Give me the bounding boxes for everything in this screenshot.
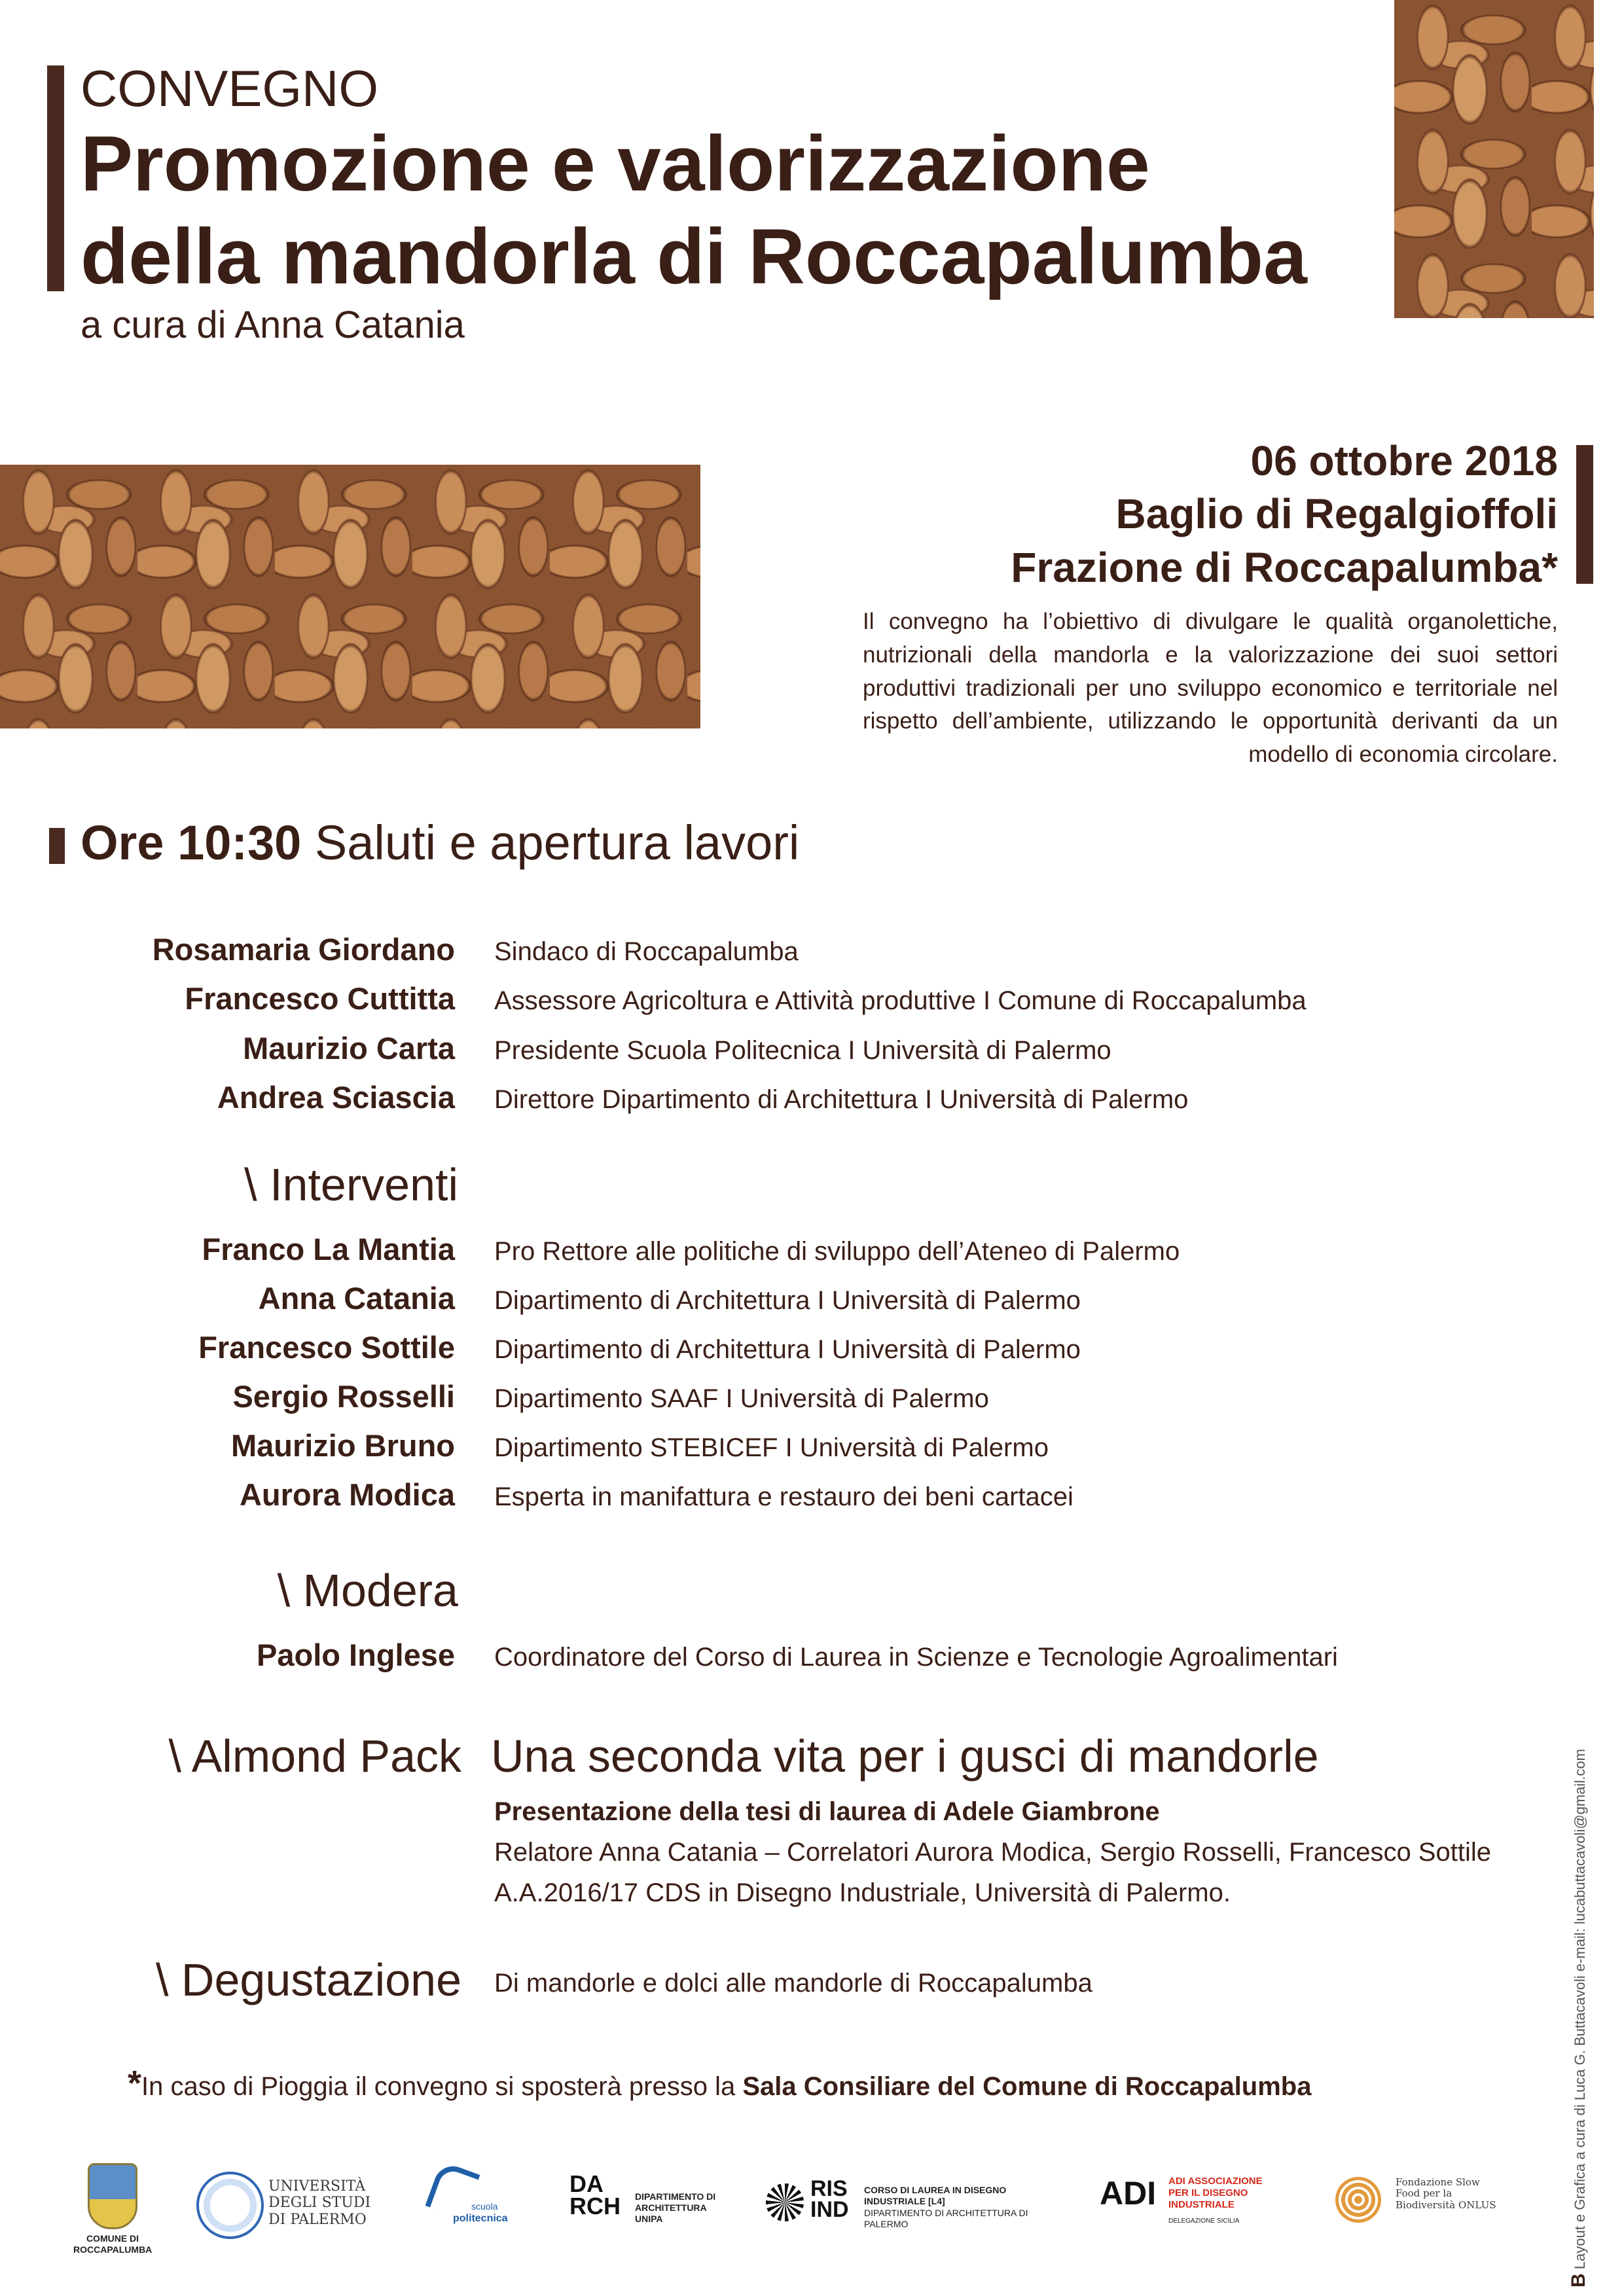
speaker-name: Francesco Cuttitta [185, 981, 455, 1016]
event-title-line1: Promozione e valorizzazione [81, 120, 1150, 207]
slowfood-logo [1335, 2172, 1506, 2231]
event-venue: Baglio di Regalgioffoli [1115, 490, 1558, 538]
speaker-role: Assessore Agricoltura e Attività produttive I Comune di Roccapalumba [494, 986, 1307, 1015]
speaker-role: Dipartimento di Architettura I Università di Palermo [494, 1335, 1081, 1364]
event-place: Frazione di Roccapalumba* [1011, 543, 1558, 591]
speaker-name: Franco La Mantia [202, 1232, 455, 1266]
speaker-role: Sindaco di Roccapalumba [494, 937, 799, 966]
politecnica-label-2: politecnica [453, 2213, 508, 2224]
credit-mark: B [1568, 2273, 1589, 2287]
moderator-role: Coordinatore del Corso di Laurea in Scienze e Tecnologie Agroalimentari [494, 1643, 1338, 1672]
unipa-label: UNIVERSITÀ DEGLI STUDI DI PALERMO [268, 2178, 371, 2228]
speaker-role: Esperta in manifattura e restauro dei beni cartacei [494, 1482, 1074, 1511]
speaker-name: Francesco Sottile [198, 1330, 455, 1365]
credit-text: Layout e Grafica a cura di Luca G. Buttacavoli e-mail: lucabuttacavoli@gmail.com [1572, 1749, 1588, 2270]
speaker-name: Maurizio Bruno [230, 1428, 455, 1463]
adi-mark: ADI [1100, 2175, 1157, 2212]
thesis-line1: Relatore Anna Catania – Correlatori Aurora Modica, Sergio Rosselli, Francesco Sottile [494, 1838, 1491, 1867]
unipa-logo [196, 2172, 373, 2237]
risind-sun-icon [766, 2183, 804, 2221]
comune-label: COMUNE DI ROCCAPALUMBA [73, 2233, 153, 2255]
opening-label: Saluti e apertura lavori [314, 816, 800, 870]
speaker-name: Aurora Modica [239, 1477, 455, 1512]
comune-logo [73, 2163, 152, 2255]
speaker-name: Anna Catania [258, 1281, 455, 1316]
event-kicker: CONVEGNO [81, 60, 379, 117]
risind-mark: RIS IND [810, 2176, 849, 2223]
politecnica-logo [425, 2163, 508, 2235]
speaker-name: Rosamaria Giordano [152, 932, 455, 967]
darch-mark: DA RCH [569, 2170, 621, 2220]
section-interventi: \ Interventi [244, 1159, 458, 1210]
adi-label: ADI ASSOCIAZIONE PER IL DISEGNO INDUSTRIALE [1168, 2176, 1263, 2210]
speaker-role: Direttore Dipartimento di Architettura I Università di Palermo [494, 1085, 1189, 1114]
section-almond-pack: \ Almond Pack [168, 1731, 461, 1782]
politecnica-label-1: scuola [471, 2201, 498, 2212]
speaker-role: Dipartimento di Architettura I Università di Palermo [494, 1286, 1081, 1315]
risind-logo [766, 2172, 1047, 2231]
speaker-name: Maurizio Carta [243, 1031, 455, 1066]
comune-crest-icon [88, 2163, 137, 2229]
speaker-role: Dipartimento SAAF I Università di Palermo [494, 1384, 989, 1413]
speaker-name: Andrea Sciascia [217, 1080, 455, 1115]
almond-pack-subtitle: Una seconda vita per i gusci di mandorle [491, 1731, 1319, 1782]
almond-photo-left [0, 465, 700, 728]
almond-photo-top [1394, 0, 1594, 318]
slowfood-label: Fondazione Slow Food per la Biodiversità ONLUS [1396, 2176, 1496, 2211]
rain-note-text: In caso di Pioggia il convegno si sposterà presso la [141, 2072, 743, 2101]
event-details [785, 435, 1558, 594]
section-modera: \ Modera [277, 1565, 458, 1616]
event-date: 06 ottobre 2018 [1250, 437, 1558, 484]
darch-logo [569, 2170, 720, 2225]
rain-note-venue: Sala Consiliare del Comune di Roccapalumba [742, 2072, 1312, 2101]
event-description: Il convegno ha l’obiettivo di divulgare le qualità organolettiche, nutrizionali della mandorla e la valorizzazione dei suoi settori produttivi tradizionali per uno sviluppo economico e territoriale nel rispetto dell’ambiente, utilizzando le opportunità derivanti da un modello di economia circolare. [863, 609, 1558, 767]
unipa-seal-icon [196, 2172, 264, 2239]
adi-logo [1100, 2172, 1276, 2231]
thesis-line2: A.A.2016/17 CDS in Disegno Industriale, Università di Palermo. [494, 1878, 1231, 1907]
degustazione-text: Di mandorle e dolci alle mandorle di Roccapalumba [494, 1969, 1092, 1998]
rain-note-star: * [128, 2064, 142, 2103]
thesis-title: Presentazione della tesi di laurea di Adele Giambrone [494, 1797, 1160, 1826]
slowfood-snail-icon [1335, 2177, 1381, 2223]
opening-time: Ore 10:30 [81, 816, 302, 870]
darch-label: DIPARTIMENTO DI ARCHITETTURA UNIPA [635, 2191, 716, 2224]
event-accent-bar [1576, 445, 1593, 584]
risind-label-2: DIPARTIMENTO DI ARCHITETTURA DI PALERMO [864, 2208, 1028, 2229]
moderator-name: Paolo Inglese [257, 1638, 455, 1672]
opening-heading [81, 815, 799, 870]
speaker-name: Sergio Rosselli [232, 1379, 455, 1414]
speaker-role: Presidente Scuola Politecnica I Università di Palermo [494, 1036, 1111, 1065]
event-title-line2: della mandorla di Roccapalumba [81, 213, 1307, 300]
risind-label-1: CORSO DI LAUREA IN DISEGNO INDUSTRIALE [L4] [864, 2185, 1007, 2206]
speaker-role: Dipartimento STEBICEF I Università di Palermo [494, 1433, 1049, 1462]
curator: a cura di Anna Catania [81, 304, 465, 346]
program-accent-bar [49, 828, 65, 864]
speaker-role: Pro Rettore alle politiche di sviluppo dell’Ateneo di Palermo [494, 1237, 1180, 1266]
header-accent-bar [47, 65, 64, 291]
section-degustazione: \ Degustazione [156, 1954, 461, 2005]
adi-sublabel: DELEGAZIONE SICILIA [1168, 2217, 1240, 2225]
rain-note [128, 2063, 1311, 2104]
layout-credit [1568, 1749, 1590, 2287]
